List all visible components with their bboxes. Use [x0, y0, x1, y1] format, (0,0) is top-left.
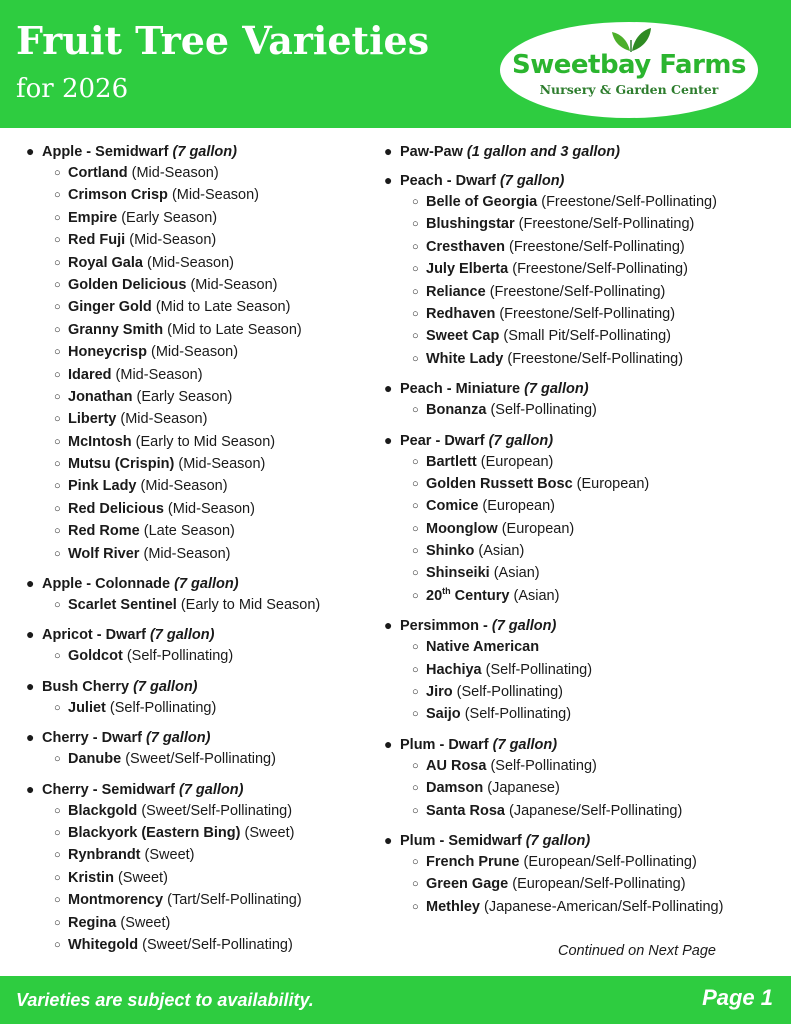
variety-item — [384, 451, 784, 473]
variety-item — [384, 303, 784, 325]
variety-name: Rynbrandt — [68, 847, 141, 864]
variety-note: (Sweet/Self-Pollinating) — [142, 936, 293, 953]
circle-bullet-icon: ○ — [54, 826, 61, 839]
variety-item — [384, 258, 784, 280]
variety-name: Moonglow — [426, 520, 498, 537]
variety-item — [384, 399, 784, 421]
variety-name: Shinko — [426, 543, 475, 560]
circle-bullet-icon: ○ — [412, 307, 419, 320]
circle-bullet-icon: ○ — [412, 455, 419, 468]
variety-name: Goldcot — [68, 648, 123, 665]
circle-bullet-icon: ○ — [412, 218, 419, 231]
variety-item — [26, 475, 371, 497]
circle-bullet-icon: ○ — [54, 346, 61, 359]
variety-item — [384, 851, 784, 873]
variety-name: July Elberta — [426, 261, 509, 278]
circle-bullet-icon: ○ — [412, 804, 419, 817]
variety-item — [384, 236, 784, 258]
variety-name: Saijo — [426, 706, 461, 723]
variety-item — [26, 184, 371, 206]
brand-tagline: Nursery & Garden Center — [539, 82, 719, 97]
variety-note: (Freestone/Self-Pollinating) — [518, 216, 695, 233]
variety-name: Idared — [68, 366, 112, 383]
container-size: (7 gallon) — [179, 781, 244, 798]
variety-item — [26, 934, 371, 956]
variety-name: Scarlet Sentinel — [68, 597, 177, 614]
section-heading — [26, 675, 371, 697]
variety-note: (Japanese/Self-Pollinating) — [509, 802, 683, 819]
variety-item — [26, 162, 371, 184]
variety-item — [26, 408, 371, 430]
variety-name: Native American — [426, 639, 540, 656]
section-name: Persimmon - — [400, 618, 488, 635]
variety-name: Crimson Crisp — [68, 187, 168, 204]
variety-name: Empire — [68, 209, 118, 226]
variety-note: (Sweet) — [117, 869, 168, 886]
circle-bullet-icon: ○ — [412, 522, 419, 535]
brand-logo — [500, 22, 758, 118]
circle-bullet-icon: ○ — [54, 871, 61, 884]
variety-name: Belle of Georgia — [426, 194, 538, 210]
section-heading — [384, 614, 784, 636]
ordinal-suffix: th — [442, 586, 451, 597]
variety-section — [384, 169, 784, 370]
variety-item — [384, 896, 784, 918]
variety-note: (Self-Pollinating) — [490, 402, 597, 419]
variety-section — [26, 726, 371, 770]
variety-item — [384, 495, 784, 517]
section-name: Apple - Semidwarf — [42, 144, 169, 160]
variety-name: Montmorency — [68, 892, 164, 909]
bullet-icon: ● — [26, 729, 35, 746]
variety-note: (Mid to Late Season) — [155, 299, 291, 316]
variety-item — [26, 319, 371, 341]
variety-item — [384, 518, 784, 540]
variety-item — [26, 867, 371, 889]
variety-name: Santa Rosa — [426, 802, 505, 819]
variety-name: AU Rosa — [426, 757, 487, 774]
bullet-icon: ● — [384, 380, 393, 397]
section-heading — [26, 726, 371, 748]
circle-bullet-icon: ○ — [54, 368, 61, 381]
section-heading — [26, 623, 371, 645]
bullet-icon: ● — [384, 143, 393, 159]
variety-item — [26, 207, 371, 229]
variety-name: McIntosh — [68, 433, 132, 450]
circle-bullet-icon: ○ — [54, 804, 61, 817]
variety-note: (Self-Pollinating) — [464, 706, 572, 723]
section-name: Paw-Paw — [400, 144, 463, 160]
variety-name: Red Delicious — [68, 500, 164, 517]
variety-note: (European/Self-Pollinating) — [523, 853, 697, 870]
circle-bullet-icon: ○ — [54, 502, 61, 515]
circle-bullet-icon: ○ — [412, 567, 419, 580]
variety-item — [26, 274, 371, 296]
section-heading — [384, 829, 784, 851]
variety-name: White Lady — [426, 350, 504, 367]
variety-note: (Freestone/Self-Pollinating) — [512, 261, 688, 278]
bullet-icon: ● — [26, 626, 35, 643]
variety-section — [384, 377, 784, 421]
variety-section — [384, 429, 784, 608]
circle-bullet-icon: ○ — [54, 323, 61, 336]
variety-name: Damson — [426, 780, 484, 797]
page-subtitle: for 2026 — [16, 74, 129, 104]
section-name: Apple - Colonnade — [42, 576, 171, 593]
variety-name: Whitegold — [68, 936, 139, 953]
circle-bullet-icon: ○ — [54, 167, 61, 179]
section-heading — [384, 377, 784, 399]
variety-item — [384, 281, 784, 303]
variety-note: (Mid-Season) — [146, 254, 235, 271]
variety-name: Red Fuji — [68, 232, 126, 249]
variety-item — [384, 473, 784, 495]
variety-note: (Self-Pollinating) — [485, 661, 593, 678]
section-name: Plum - Dwarf — [400, 736, 489, 753]
variety-note: (Early Season) — [136, 388, 233, 405]
bullet-icon: ● — [384, 431, 393, 448]
circle-bullet-icon: ○ — [412, 240, 419, 253]
bullet-icon: ● — [384, 617, 393, 634]
circle-bullet-icon: ○ — [54, 701, 61, 714]
variety-name: Honeycrisp — [68, 344, 147, 361]
circle-bullet-icon: ○ — [412, 404, 419, 417]
variety-name: Royal Gala — [68, 254, 143, 271]
variety-note: (Mid-Season) — [167, 500, 255, 517]
variety-note: (Mid-Season) — [190, 276, 278, 293]
right-column — [384, 140, 784, 925]
section-name: Plum - Semidwarf — [400, 832, 522, 849]
variety-item — [26, 364, 371, 386]
circle-bullet-icon: ○ — [54, 480, 61, 493]
bullet-icon: ● — [26, 143, 35, 159]
variety-note: (Tart/Self-Pollinating) — [167, 892, 302, 909]
variety-item — [26, 386, 371, 408]
variety-note: (Mid-Season) — [151, 344, 239, 361]
circle-bullet-icon: ○ — [54, 390, 61, 403]
variety-item — [26, 543, 371, 565]
circle-bullet-icon: ○ — [54, 894, 61, 907]
variety-item — [26, 697, 371, 719]
variety-item — [26, 889, 371, 911]
bullet-icon: ● — [384, 831, 393, 848]
variety-name: 20 — [426, 587, 443, 604]
variety-item — [384, 585, 784, 607]
section-name: Pear - Dwarf — [400, 432, 485, 449]
variety-note: (Self-Pollinating) — [109, 699, 217, 716]
variety-name: Methley — [426, 898, 480, 915]
variety-note: (Sweet/Self-Pollinating) — [141, 802, 293, 819]
section-name: Cherry - Dwarf — [42, 730, 142, 747]
container-size: (1 gallon and 3 gallon) — [466, 144, 620, 160]
variety-note: (Mid-Season) — [120, 411, 208, 428]
circle-bullet-icon: ○ — [54, 211, 61, 224]
circle-bullet-icon: ○ — [412, 330, 419, 343]
variety-section — [26, 675, 371, 719]
footer-banner — [0, 976, 791, 1024]
circle-bullet-icon: ○ — [54, 916, 61, 929]
variety-item — [384, 800, 784, 822]
variety-section — [26, 140, 371, 565]
variety-name: Cresthaven — [426, 238, 505, 255]
variety-name: Blackgold — [68, 802, 138, 819]
variety-section — [384, 614, 784, 726]
circle-bullet-icon: ○ — [54, 458, 61, 471]
variety-note: (Sweet/Self-Pollinating) — [125, 751, 276, 768]
variety-item — [384, 636, 784, 658]
container-size: (7 gallon) — [145, 730, 211, 747]
variety-name: Granny Smith — [68, 321, 164, 338]
variety-item — [384, 348, 784, 370]
variety-item — [384, 540, 784, 562]
circle-bullet-icon: ○ — [54, 278, 61, 291]
bullet-icon: ● — [26, 677, 35, 694]
circle-bullet-icon: ○ — [54, 650, 61, 663]
variety-item — [26, 645, 371, 667]
variety-item — [384, 703, 784, 725]
left-column — [26, 140, 371, 963]
variety-name: Golden Delicious — [68, 276, 187, 293]
variety-name: Red Rome — [68, 523, 140, 540]
container-size: (7 gallon) — [172, 144, 237, 160]
variety-item — [384, 562, 784, 584]
section-name: Bush Cherry — [42, 678, 130, 695]
section-name: Peach - Dwarf — [400, 173, 496, 189]
circle-bullet-icon: ○ — [412, 855, 419, 868]
section-name: Cherry - Semidwarf — [42, 781, 175, 798]
variety-item — [384, 325, 784, 347]
variety-name: Liberty — [68, 411, 117, 428]
container-size: (7 gallon) — [488, 432, 554, 449]
variety-note: (Mid-Season) — [171, 187, 259, 204]
variety-section — [26, 623, 371, 667]
variety-name: Kristin — [68, 869, 114, 886]
variety-note: (Mid-Season) — [115, 366, 203, 383]
variety-section — [384, 140, 784, 162]
variety-section — [384, 829, 784, 918]
variety-name: Blushingstar — [426, 216, 515, 233]
variety-note: (Mid-Season) — [143, 545, 231, 562]
circle-bullet-icon: ○ — [412, 545, 419, 558]
variety-name: Cortland — [68, 165, 128, 181]
circle-bullet-icon: ○ — [54, 189, 61, 202]
circle-bullet-icon: ○ — [412, 285, 419, 298]
variety-name: Pink Lady — [68, 478, 137, 495]
variety-name: Ginger Gold — [68, 299, 152, 316]
variety-note: (Freestone/Self-Pollinating) — [489, 283, 666, 300]
bullet-icon: ● — [384, 735, 393, 752]
circle-bullet-icon: ○ — [412, 352, 419, 365]
variety-note: (Early to Mid Season) — [180, 597, 321, 614]
container-size: (7 gallon) — [524, 381, 589, 398]
variety-note: (Mid-Season) — [131, 165, 219, 181]
variety-note: (Freestone/Self-Pollinating) — [507, 350, 684, 367]
variety-name: Bartlett — [426, 453, 477, 470]
variety-name: Green Gage — [426, 876, 509, 893]
variety-name: Golden Russett Bosc — [426, 475, 573, 492]
variety-note: (Self-Pollinating) — [126, 648, 234, 665]
variety-item — [384, 755, 784, 777]
header-banner — [0, 0, 791, 128]
variety-note: (Mid to Late Season) — [167, 321, 302, 338]
circle-bullet-icon: ○ — [54, 301, 61, 314]
bullet-icon: ● — [384, 172, 393, 188]
variety-name: Mutsu (Crispin) — [68, 456, 175, 473]
variety-name: Redhaven — [426, 305, 496, 322]
variety-note: (Mid-Season) — [129, 232, 217, 249]
variety-name: Danube — [68, 751, 122, 768]
circle-bullet-icon: ○ — [412, 589, 419, 602]
container-size: (7 gallon) — [174, 576, 239, 593]
circle-bullet-icon: ○ — [54, 753, 61, 766]
variety-note: (Sweet) — [120, 914, 171, 931]
variety-item — [26, 520, 371, 542]
variety-item — [26, 341, 371, 363]
variety-item — [26, 844, 371, 866]
circle-bullet-icon: ○ — [412, 759, 419, 772]
variety-item — [384, 191, 784, 213]
leaves-icon — [610, 26, 652, 52]
circle-bullet-icon: ○ — [54, 938, 61, 951]
variety-note: (Sweet) — [144, 847, 195, 864]
variety-item — [384, 681, 784, 703]
container-size: (7 gallon) — [491, 618, 557, 635]
variety-name: Regina — [68, 914, 117, 931]
variety-note: (European) — [576, 475, 650, 492]
container-size: (7 gallon) — [499, 173, 565, 189]
page-number: Page 1 — [702, 985, 773, 1010]
brand-name: Sweetbay Farms — [512, 50, 746, 80]
variety-note: (Self-Pollinating) — [456, 684, 564, 701]
variety-name: Hachiya — [426, 661, 482, 678]
variety-item — [26, 748, 371, 770]
variety-name: French Prune — [426, 853, 520, 870]
variety-note: (Japanese-American/Self-Pollinating) — [484, 898, 724, 915]
container-size: (7 gallon) — [149, 627, 215, 644]
section-heading — [384, 169, 784, 191]
section-heading — [26, 140, 371, 162]
variety-item — [26, 800, 371, 822]
variety-item — [26, 594, 371, 616]
continued-note: Continued on Next Page — [558, 943, 716, 959]
variety-name-rest: Century — [450, 587, 510, 604]
container-size: (7 gallon) — [133, 678, 198, 695]
variety-note: (Asian) — [493, 565, 540, 582]
variety-note: (Freestone/Self-Pollinating) — [541, 194, 717, 210]
circle-bullet-icon: ○ — [412, 782, 419, 795]
variety-name: Bonanza — [426, 402, 487, 419]
variety-note: (Mid-Season) — [178, 456, 266, 473]
circle-bullet-icon: ○ — [412, 196, 419, 208]
circle-bullet-icon: ○ — [412, 686, 419, 699]
variety-section — [26, 778, 371, 957]
variety-note: (Early Season) — [121, 209, 218, 226]
circle-bullet-icon: ○ — [54, 256, 61, 269]
variety-name: Sweet Cap — [426, 328, 500, 345]
circle-bullet-icon: ○ — [54, 547, 61, 560]
variety-name: Juliet — [68, 699, 106, 716]
circle-bullet-icon: ○ — [412, 477, 419, 490]
variety-note: (Mid-Season) — [140, 478, 228, 495]
circle-bullet-icon: ○ — [54, 525, 61, 538]
section-name: Peach - Miniature — [400, 381, 521, 398]
variety-name: Wolf River — [68, 545, 140, 562]
availability-note: Varieties are subject to availability. — [16, 990, 314, 1010]
circle-bullet-icon: ○ — [54, 234, 61, 247]
circle-bullet-icon: ○ — [412, 263, 419, 276]
variety-note: (European) — [482, 498, 555, 515]
variety-note: (European/Self-Pollinating) — [512, 876, 686, 893]
bullet-icon: ● — [26, 780, 35, 797]
variety-note: (Small Pit/Self-Pollinating) — [503, 328, 671, 345]
variety-item — [384, 873, 784, 895]
variety-item — [26, 453, 371, 475]
variety-name: Blackyork (Eastern Bing) — [68, 824, 241, 841]
variety-note: (Freestone/Self-Pollinating) — [509, 238, 685, 255]
variety-name: Reliance — [426, 283, 486, 300]
section-heading — [26, 572, 371, 594]
section-name: Apricot - Dwarf — [42, 627, 146, 644]
bullet-icon: ● — [26, 575, 35, 592]
variety-name: Shinseiki — [426, 565, 490, 582]
variety-item — [26, 296, 371, 318]
variety-item — [26, 498, 371, 520]
variety-note: (Self-Pollinating) — [490, 757, 597, 774]
section-heading — [26, 778, 371, 800]
section-heading — [384, 429, 784, 451]
circle-bullet-icon: ○ — [412, 500, 419, 513]
variety-section — [384, 733, 784, 822]
variety-note: (Early to Mid Season) — [135, 433, 276, 450]
variety-item — [26, 822, 371, 844]
circle-bullet-icon: ○ — [54, 435, 61, 448]
variety-note: (Late Season) — [143, 523, 235, 540]
variety-item — [26, 229, 371, 251]
circle-bullet-icon: ○ — [412, 641, 419, 654]
variety-name: Comice — [426, 498, 479, 515]
circle-bullet-icon: ○ — [54, 413, 61, 426]
circle-bullet-icon: ○ — [412, 663, 419, 676]
container-size: (7 gallon) — [525, 832, 591, 849]
variety-note: (European) — [480, 453, 554, 470]
page-title: Fruit Tree Varieties — [16, 18, 430, 63]
variety-item — [26, 431, 371, 453]
variety-name: Jonathan — [68, 388, 133, 405]
container-size: (7 gallon) — [492, 736, 558, 753]
circle-bullet-icon: ○ — [54, 599, 61, 612]
variety-item — [384, 213, 784, 235]
variety-item — [384, 659, 784, 681]
circle-bullet-icon: ○ — [412, 708, 419, 721]
section-heading — [384, 140, 784, 162]
variety-item — [384, 777, 784, 799]
variety-name: Jiro — [426, 684, 453, 701]
variety-item — [26, 252, 371, 274]
variety-note: (Sweet) — [244, 824, 295, 841]
circle-bullet-icon: ○ — [412, 878, 419, 891]
variety-note: (Asian) — [478, 543, 525, 560]
variety-note: (Freestone/Self-Pollinating) — [499, 305, 676, 322]
circle-bullet-icon: ○ — [54, 849, 61, 862]
circle-bullet-icon: ○ — [412, 900, 419, 913]
variety-note: (Japanese) — [487, 780, 560, 797]
section-heading — [384, 733, 784, 755]
variety-section — [26, 572, 371, 616]
variety-note: (European) — [501, 520, 575, 537]
variety-item — [26, 912, 371, 934]
variety-note: (Asian) — [513, 587, 560, 604]
